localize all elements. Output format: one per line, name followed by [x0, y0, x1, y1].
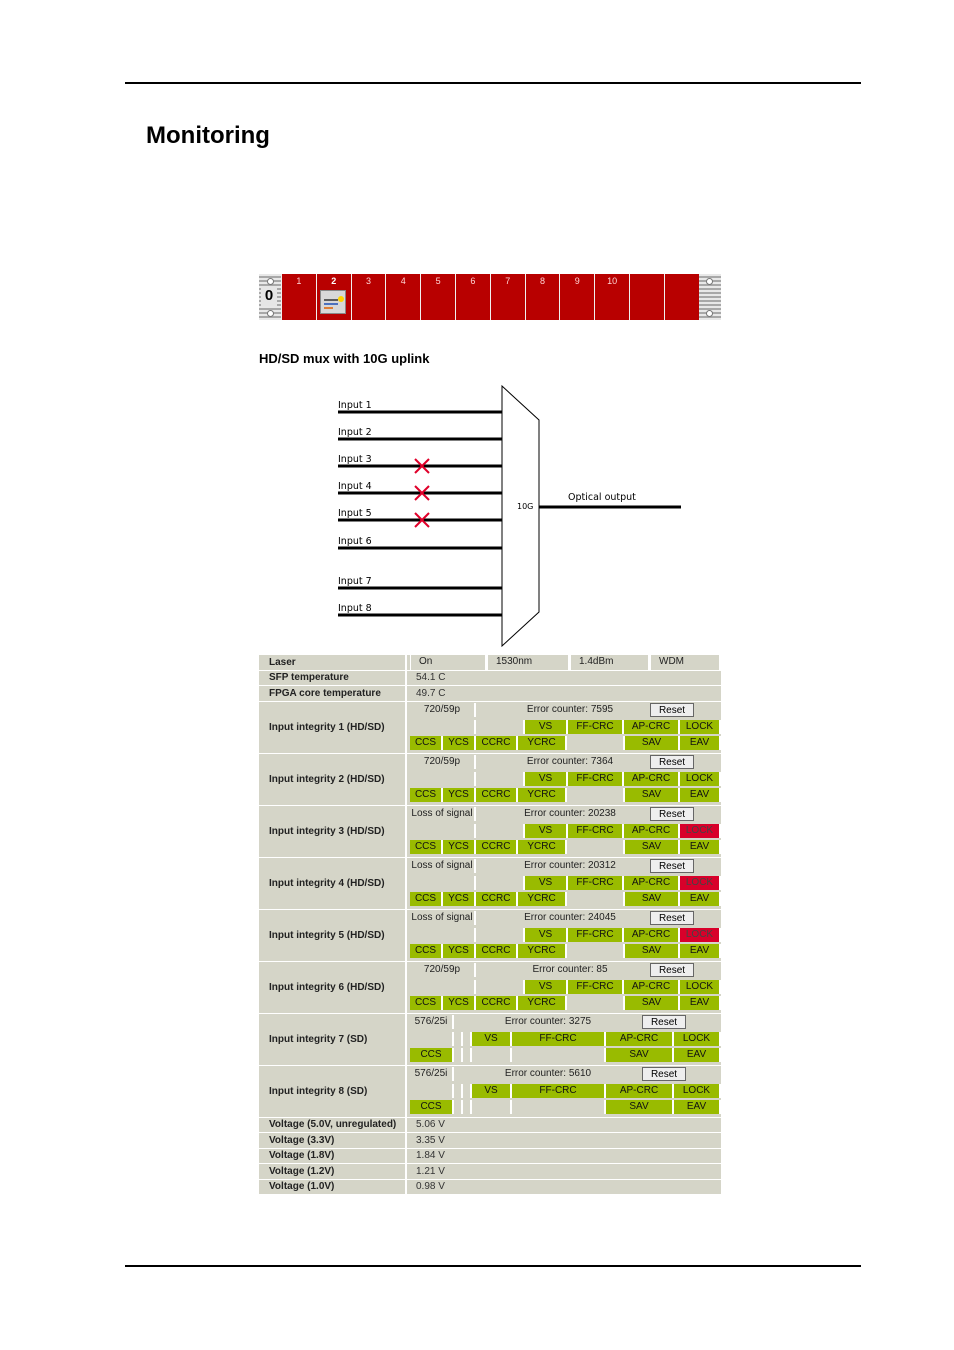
flag-empty [454, 1100, 463, 1115]
rack-slot-3[interactable] [351, 274, 386, 320]
flag-ccs: CCS [410, 892, 443, 907]
flag-vs: VS [472, 1032, 512, 1047]
status-table [259, 655, 721, 1195]
flag-ycs: YCS [443, 996, 476, 1011]
input-integrity-label: Input integrity 8 (SD) [259, 1066, 407, 1117]
flag-ccs: CCS [410, 788, 443, 803]
input-label-2: Input 2 [338, 427, 372, 438]
flag-ff-crc: FF-CRC [568, 824, 624, 839]
flag-ccrc: CCRC [476, 840, 518, 855]
flag-lock: LOCK [674, 1032, 721, 1047]
flag-empty [567, 788, 625, 803]
flag-ff-crc: FF-CRC [568, 876, 624, 891]
flag-ccrc: CCRC [476, 996, 518, 1011]
flag-ff-crc: FF-CRC [568, 720, 624, 735]
error-counter: Error counter: 7364 [476, 755, 666, 770]
reset-button[interactable]: Reset [650, 807, 694, 821]
flag-sav: SAV [625, 736, 680, 751]
flag-empty [476, 876, 525, 891]
flag-empty [472, 1048, 512, 1063]
flag-ccrc: CCRC [476, 788, 518, 803]
flag-sav: SAV [625, 788, 680, 803]
voltage-row-5-value: 0.98 V [416, 1181, 445, 1193]
rack-slot-2[interactable] [316, 274, 351, 320]
sfp-temperature-row [259, 671, 721, 687]
voltage-row-4-value: 1.21 V [416, 1165, 445, 1177]
input-integrity-label: Input integrity 1 (HD/SD) [259, 702, 407, 753]
laser-value: 1530nm [487, 655, 570, 670]
flag-vs: VS [525, 876, 568, 891]
rack-slot-5[interactable] [420, 274, 455, 320]
page-title: Monitoring [146, 122, 270, 149]
laser-value: On [410, 655, 487, 670]
flag-empty [410, 980, 476, 995]
rack-slot-4[interactable] [385, 274, 420, 320]
flag-empty [567, 944, 625, 959]
input-label-1: Input 1 [338, 400, 372, 411]
flag-ff-crc: FF-CRC [568, 928, 624, 943]
flag-vs: VS [525, 772, 568, 787]
rack-slot-empty-10[interactable] [629, 274, 664, 320]
flag-ff-crc: FF-CRC [512, 1084, 606, 1099]
flag-empty [512, 1100, 606, 1115]
rack-number: 0 [261, 286, 277, 306]
flag-ccs: CCS [410, 1100, 454, 1115]
rack-screw-icon [267, 310, 274, 317]
rack-slot-number: 6 [470, 276, 476, 286]
input-label-3: Input 3 [338, 454, 372, 465]
flag-lock: LOCK [674, 1084, 721, 1099]
reset-button[interactable]: Reset [642, 1015, 686, 1029]
flag-empty [476, 772, 525, 787]
rack-slot-number: 10 [607, 276, 618, 286]
voltage-row-3-label: Voltage (1.8V) [259, 1149, 407, 1164]
format-status: 576/25i [410, 1015, 454, 1030]
flag-empty [476, 824, 525, 839]
rack-slot-number: 5 [435, 276, 441, 286]
rack-slot-number: 3 [365, 276, 371, 286]
voltage-row-1 [259, 1118, 721, 1134]
rack-slot-number: 7 [505, 276, 511, 286]
flag-ap-crc: AP-CRC [624, 928, 680, 943]
format-status: Loss of signal [410, 911, 476, 926]
flag-lock: LOCK [680, 928, 721, 943]
flag-eav: EAV [680, 892, 721, 907]
flag-ycrc: YCRC [518, 736, 567, 751]
voltage-row-2-label: Voltage (3.3V) [259, 1133, 407, 1148]
flag-ycs: YCS [443, 944, 476, 959]
top-rule [125, 82, 861, 84]
flag-sav: SAV [606, 1100, 674, 1115]
laser-value: WDM [650, 655, 721, 670]
flag-empty [463, 1100, 472, 1115]
flag-empty [567, 996, 625, 1011]
mux-block [502, 386, 539, 646]
rack-slot-number: 4 [400, 276, 406, 286]
laser-label: Laser [259, 655, 407, 670]
flag-ycrc: YCRC [518, 944, 567, 959]
flag-vs: VS [525, 824, 568, 839]
flag-ccrc: CCRC [476, 736, 518, 751]
flag-empty [410, 824, 476, 839]
input-integrity-label: Input integrity 5 (HD/SD) [259, 910, 407, 961]
flag-empty [567, 892, 625, 907]
fpga-temperature-row [259, 686, 721, 702]
reset-button[interactable]: Reset [650, 703, 694, 717]
flag-vs: VS [525, 928, 568, 943]
flag-sav: SAV [606, 1048, 674, 1063]
flag-ff-crc: FF-CRC [568, 980, 624, 995]
flag-lock: LOCK [680, 824, 721, 839]
flag-ycs: YCS [443, 788, 476, 803]
flag-empty [410, 928, 476, 943]
input-integrity-row-4 [259, 858, 721, 910]
input-integrity-row-2 [259, 754, 721, 806]
flag-empty [567, 736, 625, 751]
voltage-row-3 [259, 1149, 721, 1165]
flag-empty [410, 1084, 454, 1099]
input-integrity-row-5 [259, 910, 721, 962]
optical-output-label: Optical output [568, 492, 636, 503]
rack-slot-number: 2 [331, 276, 337, 286]
flag-eav: EAV [680, 944, 721, 959]
rack-slot-10[interactable] [594, 274, 629, 320]
flag-lock: LOCK [680, 772, 721, 787]
rack-slot-1[interactable] [281, 274, 316, 320]
input-integrity-label: Input integrity 7 (SD) [259, 1014, 407, 1065]
flag-ycrc: YCRC [518, 840, 567, 855]
flag-empty [512, 1048, 606, 1063]
mux-rate-label: 10G [517, 502, 534, 511]
flag-ap-crc: AP-CRC [624, 876, 680, 891]
input-label-8: Input 8 [338, 603, 372, 614]
input-label-5: Input 5 [338, 508, 372, 519]
input-label-6: Input 6 [338, 536, 372, 547]
flag-sav: SAV [625, 840, 680, 855]
voltage-row-3-value: 1.84 V [416, 1150, 445, 1162]
flag-sav: SAV [625, 892, 680, 907]
flag-ycs: YCS [443, 840, 476, 855]
rack-slot-number: 8 [539, 276, 545, 286]
flag-sav: SAV [625, 944, 680, 959]
input-label-4: Input 4 [338, 481, 372, 492]
input-integrity-label: Input integrity 6 (HD/SD) [259, 962, 407, 1013]
rack-slot-number: 1 [296, 276, 302, 286]
flag-lock: LOCK [680, 720, 721, 735]
error-counter: Error counter: 24045 [476, 911, 666, 926]
flag-ff-crc: FF-CRC [568, 772, 624, 787]
fpga-temperature-row-label: FPGA core temperature [259, 686, 407, 701]
reset-button[interactable]: Reset [650, 963, 694, 977]
error-counter: Error counter: 20238 [476, 807, 666, 822]
flag-ccs: CCS [410, 1048, 454, 1063]
voltage-row-1-label: Voltage (5.0V, unregulated) [259, 1118, 407, 1133]
input-integrity-row-7 [259, 1014, 721, 1066]
rack-slot-empty-11[interactable] [664, 274, 699, 320]
fpga-temperature-row-value: 49.7 C [416, 687, 446, 699]
flag-lock: LOCK [680, 980, 721, 995]
format-status: 720/59p [410, 703, 476, 718]
flag-eav: EAV [680, 840, 721, 855]
flag-empty [410, 1032, 454, 1047]
flag-empty [454, 1048, 463, 1063]
voltage-row-4-label: Voltage (1.2V) [259, 1164, 407, 1179]
voltage-row-4 [259, 1164, 721, 1180]
rack-slot-8[interactable] [525, 274, 560, 320]
rack-slot-9[interactable] [559, 274, 594, 320]
flag-ccrc: CCRC [476, 892, 518, 907]
flag-empty [567, 840, 625, 855]
input-integrity-row-3 [259, 806, 721, 858]
input-integrity-row-8 [259, 1066, 721, 1118]
flag-empty [410, 720, 476, 735]
bottom-rule [125, 1265, 861, 1267]
error-counter: Error counter: 85 [476, 963, 666, 978]
input-integrity-row-1 [259, 702, 721, 754]
voltage-row-2-value: 3.35 V [416, 1134, 445, 1146]
flag-ap-crc: AP-CRC [624, 980, 680, 995]
flag-ycrc: YCRC [518, 788, 567, 803]
mux-card-icon[interactable] [320, 290, 346, 314]
format-status: Loss of signal [410, 859, 476, 874]
voltage-row-2 [259, 1133, 721, 1149]
flag-eav: EAV [680, 788, 721, 803]
flag-eav: EAV [680, 996, 721, 1011]
rack-screw-icon [267, 278, 274, 285]
format-status: 720/59p [410, 755, 476, 770]
voltage-row-5 [259, 1180, 721, 1196]
flag-empty [454, 1032, 463, 1047]
flag-empty [472, 1100, 512, 1115]
input-label-7: Input 7 [338, 576, 372, 587]
reset-button[interactable]: Reset [650, 859, 694, 873]
rack-screw-icon [706, 310, 713, 317]
flag-eav: EAV [674, 1100, 721, 1115]
flag-ccs: CCS [410, 996, 443, 1011]
flag-eav: EAV [674, 1048, 721, 1063]
flag-sav: SAV [625, 996, 680, 1011]
flag-empty [476, 928, 525, 943]
diagram-title: HD/SD mux with 10G uplink [259, 351, 430, 366]
format-status: 576/25i [410, 1067, 454, 1082]
flag-ccs: CCS [410, 944, 443, 959]
voltage-row-5-label: Voltage (1.0V) [259, 1180, 407, 1195]
rack-slot-6[interactable] [455, 274, 490, 320]
flag-ap-crc: AP-CRC [606, 1032, 674, 1047]
error-counter: Error counter: 5610 [454, 1067, 644, 1082]
reset-button[interactable]: Reset [650, 911, 694, 925]
sfp-temperature-row-label: SFP temperature [259, 671, 407, 686]
flag-ap-crc: AP-CRC [624, 772, 680, 787]
flag-ycrc: YCRC [518, 996, 567, 1011]
flag-vs: VS [525, 720, 568, 735]
flag-ccs: CCS [410, 840, 443, 855]
flag-empty [454, 1084, 463, 1099]
sfp-temperature-row-value: 54.1 C [416, 672, 446, 684]
input-integrity-label: Input integrity 4 (HD/SD) [259, 858, 407, 909]
error-counter: Error counter: 20312 [476, 859, 666, 874]
rack-frame [259, 274, 721, 320]
flag-eav: EAV [680, 736, 721, 751]
format-status: 720/59p [410, 963, 476, 978]
flag-empty [476, 980, 525, 995]
flag-empty [410, 876, 476, 891]
input-integrity-row-6 [259, 962, 721, 1014]
input-integrity-label: Input integrity 2 (HD/SD) [259, 754, 407, 805]
flag-ccrc: CCRC [476, 944, 518, 959]
flag-vs: VS [472, 1084, 512, 1099]
rack-slot-7[interactable] [490, 274, 525, 320]
voltage-row-1-value: 5.06 V [416, 1119, 445, 1131]
reset-button[interactable]: Reset [642, 1067, 686, 1081]
flag-ccs: CCS [410, 736, 443, 751]
flag-vs: VS [525, 980, 568, 995]
reset-button[interactable]: Reset [650, 755, 694, 769]
flag-ff-crc: FF-CRC [512, 1032, 606, 1047]
laser-row [259, 655, 721, 671]
format-status: Loss of signal [410, 807, 476, 822]
flag-ap-crc: AP-CRC [606, 1084, 674, 1099]
flag-ycs: YCS [443, 736, 476, 751]
rack-slot-number: 9 [574, 276, 580, 286]
flag-ycs: YCS [443, 892, 476, 907]
flag-ycrc: YCRC [518, 892, 567, 907]
rack-screw-icon [706, 278, 713, 285]
flag-empty [476, 720, 525, 735]
flag-empty [463, 1084, 472, 1099]
laser-value: 1.4dBm [570, 655, 650, 670]
flag-empty [463, 1048, 472, 1063]
error-counter: Error counter: 7595 [476, 703, 666, 718]
input-integrity-label: Input integrity 3 (HD/SD) [259, 806, 407, 857]
flag-empty [463, 1032, 472, 1047]
mux-diagram [330, 380, 690, 650]
flag-ap-crc: AP-CRC [624, 824, 680, 839]
flag-empty [410, 772, 476, 787]
flag-lock: LOCK [680, 876, 721, 891]
error-counter: Error counter: 3275 [454, 1015, 644, 1030]
flag-ap-crc: AP-CRC [624, 720, 680, 735]
